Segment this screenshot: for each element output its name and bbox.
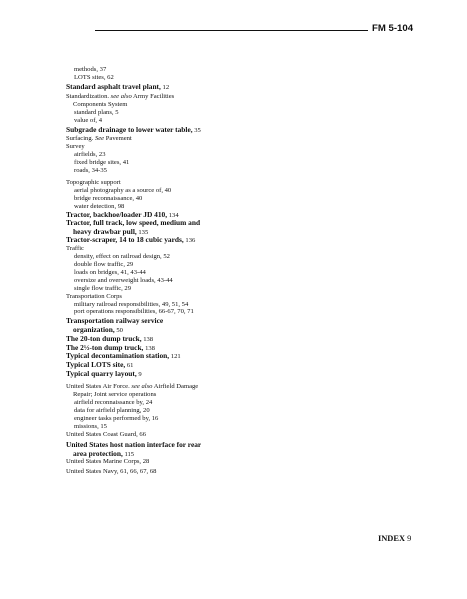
entry-term: heavy drawbar pull, [73,227,137,236]
entry-term: Typical decontamination station, [66,351,170,360]
index-entry [66,82,169,91]
entry-term: engineer tasks performed by, 16 [74,415,159,422]
entry-term: United States Coast Guard, 66 [66,431,147,438]
page-reference: 134 [167,212,179,219]
index-entry [66,125,201,134]
entry-term: fixed bridge sites, 41 [74,159,130,166]
page-reference: 136 [183,237,196,244]
entry-term: bridge reconnaissance, 40 [74,195,143,202]
entry-term: military railroad responsibilities, 49, 51, 54 [74,301,189,308]
entry-term: airfield reconnaissance by, 24 [74,399,153,406]
index-subentry [73,325,123,334]
cross-reference-marker: see also [129,383,153,390]
manual-code: FM 5-104 [372,23,414,34]
page-reference: 9 [136,371,142,378]
entry-term: United States Air Force. [66,383,130,390]
entry-term: density, effect on railroad design, 52 [74,253,170,260]
entry-term: port operations responsibilities, 66-67, 70, 71 [74,308,194,315]
entry-term: loads on bridges, 41, 43-44 [74,269,146,276]
page-reference: 35 [192,127,201,134]
entry-term: The 20-ton dump truck, [66,334,142,343]
entry-term: methods, 37 [74,66,107,73]
page-reference: 138 [143,345,155,352]
footer-page-number: 9 [405,534,412,543]
entry-term: United States Marine Corps, 28 [66,458,150,465]
entry-term: value of, 4 [74,117,103,124]
index-entry [66,467,156,476]
entry-term: Traffic [66,245,84,252]
page-reference: 138 [141,336,154,343]
header-rule [95,30,368,31]
entry-term: Typical LOTS site, [66,360,126,369]
cross-reference-target: Army Facilities [131,93,175,100]
index-entry [66,351,181,360]
entry-term: LOTS sites, 62 [74,74,114,81]
entry-term: Tractor, backhoe/loader JD 410, [66,210,168,219]
page-reference: 121 [169,353,181,360]
entry-term: oversize and overweight loads, 43-44 [74,277,173,284]
index-entry [66,360,133,369]
entry-term: Repair; Joint service operations [73,391,157,398]
index-subentry [74,307,194,316]
entry-term: Subgrade drainage to lower water table, [66,125,193,134]
index-entry [66,369,142,378]
entry-term: single flow traffic, 29 [74,285,132,292]
entry-term: Standard asphalt travel plant, [66,82,161,91]
entry-term: Topographic support [66,179,121,186]
page-reference: 12 [160,84,170,91]
entry-term: Transportation railway service [66,316,164,325]
page-reference: 115 [122,451,135,458]
index-entry [66,316,163,325]
entry-term: water detection, 98 [74,203,125,210]
index-subentry [74,73,114,82]
page-reference: 50 [114,327,123,334]
entry-term: Tractor, full track, low speed, medium and [66,218,201,227]
entry-term: standard plans, 5 [74,109,119,116]
page-footer [378,534,411,543]
page-reference: 135 [136,229,149,236]
index-entry [66,457,149,466]
index-entry [66,334,153,343]
entry-term: organization, [73,325,115,334]
entry-term: Components System [73,101,128,108]
entry-term: Standardization. [66,93,110,100]
footer-label: INDEX [378,534,405,543]
entry-term: airfields, 23 [74,151,106,158]
entry-term: area protection, [73,449,123,458]
entry-term: United States host nation interface for rear [66,440,202,449]
entry-term: Typical quarry layout, [66,369,137,378]
index-subentry [74,166,107,175]
entry-term: data for airfield planning, 20 [74,407,150,414]
entry-term: double flow traffic, 29 [74,261,134,268]
index-entry [66,430,146,439]
index-entry [66,440,201,449]
index-entry [66,235,195,244]
cross-reference-marker: See [93,135,105,142]
entry-term: United States Navy, 61, 66, 67, 68 [66,468,157,475]
entry-term: aerial photography as a source of, 40 [74,187,172,194]
cross-reference-target: Airfield Damage [152,383,199,390]
entry-term: missions, 15 [74,423,107,430]
entry-term: roads, 34-35 [74,167,107,174]
cross-reference-marker: see also [109,93,132,100]
cross-reference-target: Pavement [104,135,132,142]
entry-term: Surfacing. [66,135,94,142]
index-subentry [74,116,102,125]
page-reference: 61 [125,362,134,369]
index-entry [66,218,200,227]
entry-term: Survey [66,143,85,150]
entry-term: Tractor-scraper, 14 to 18 cubic yards, [66,235,184,244]
entry-term: The 2½-ton dump truck, [66,343,144,352]
entry-term: Transportation Corps [66,293,122,300]
